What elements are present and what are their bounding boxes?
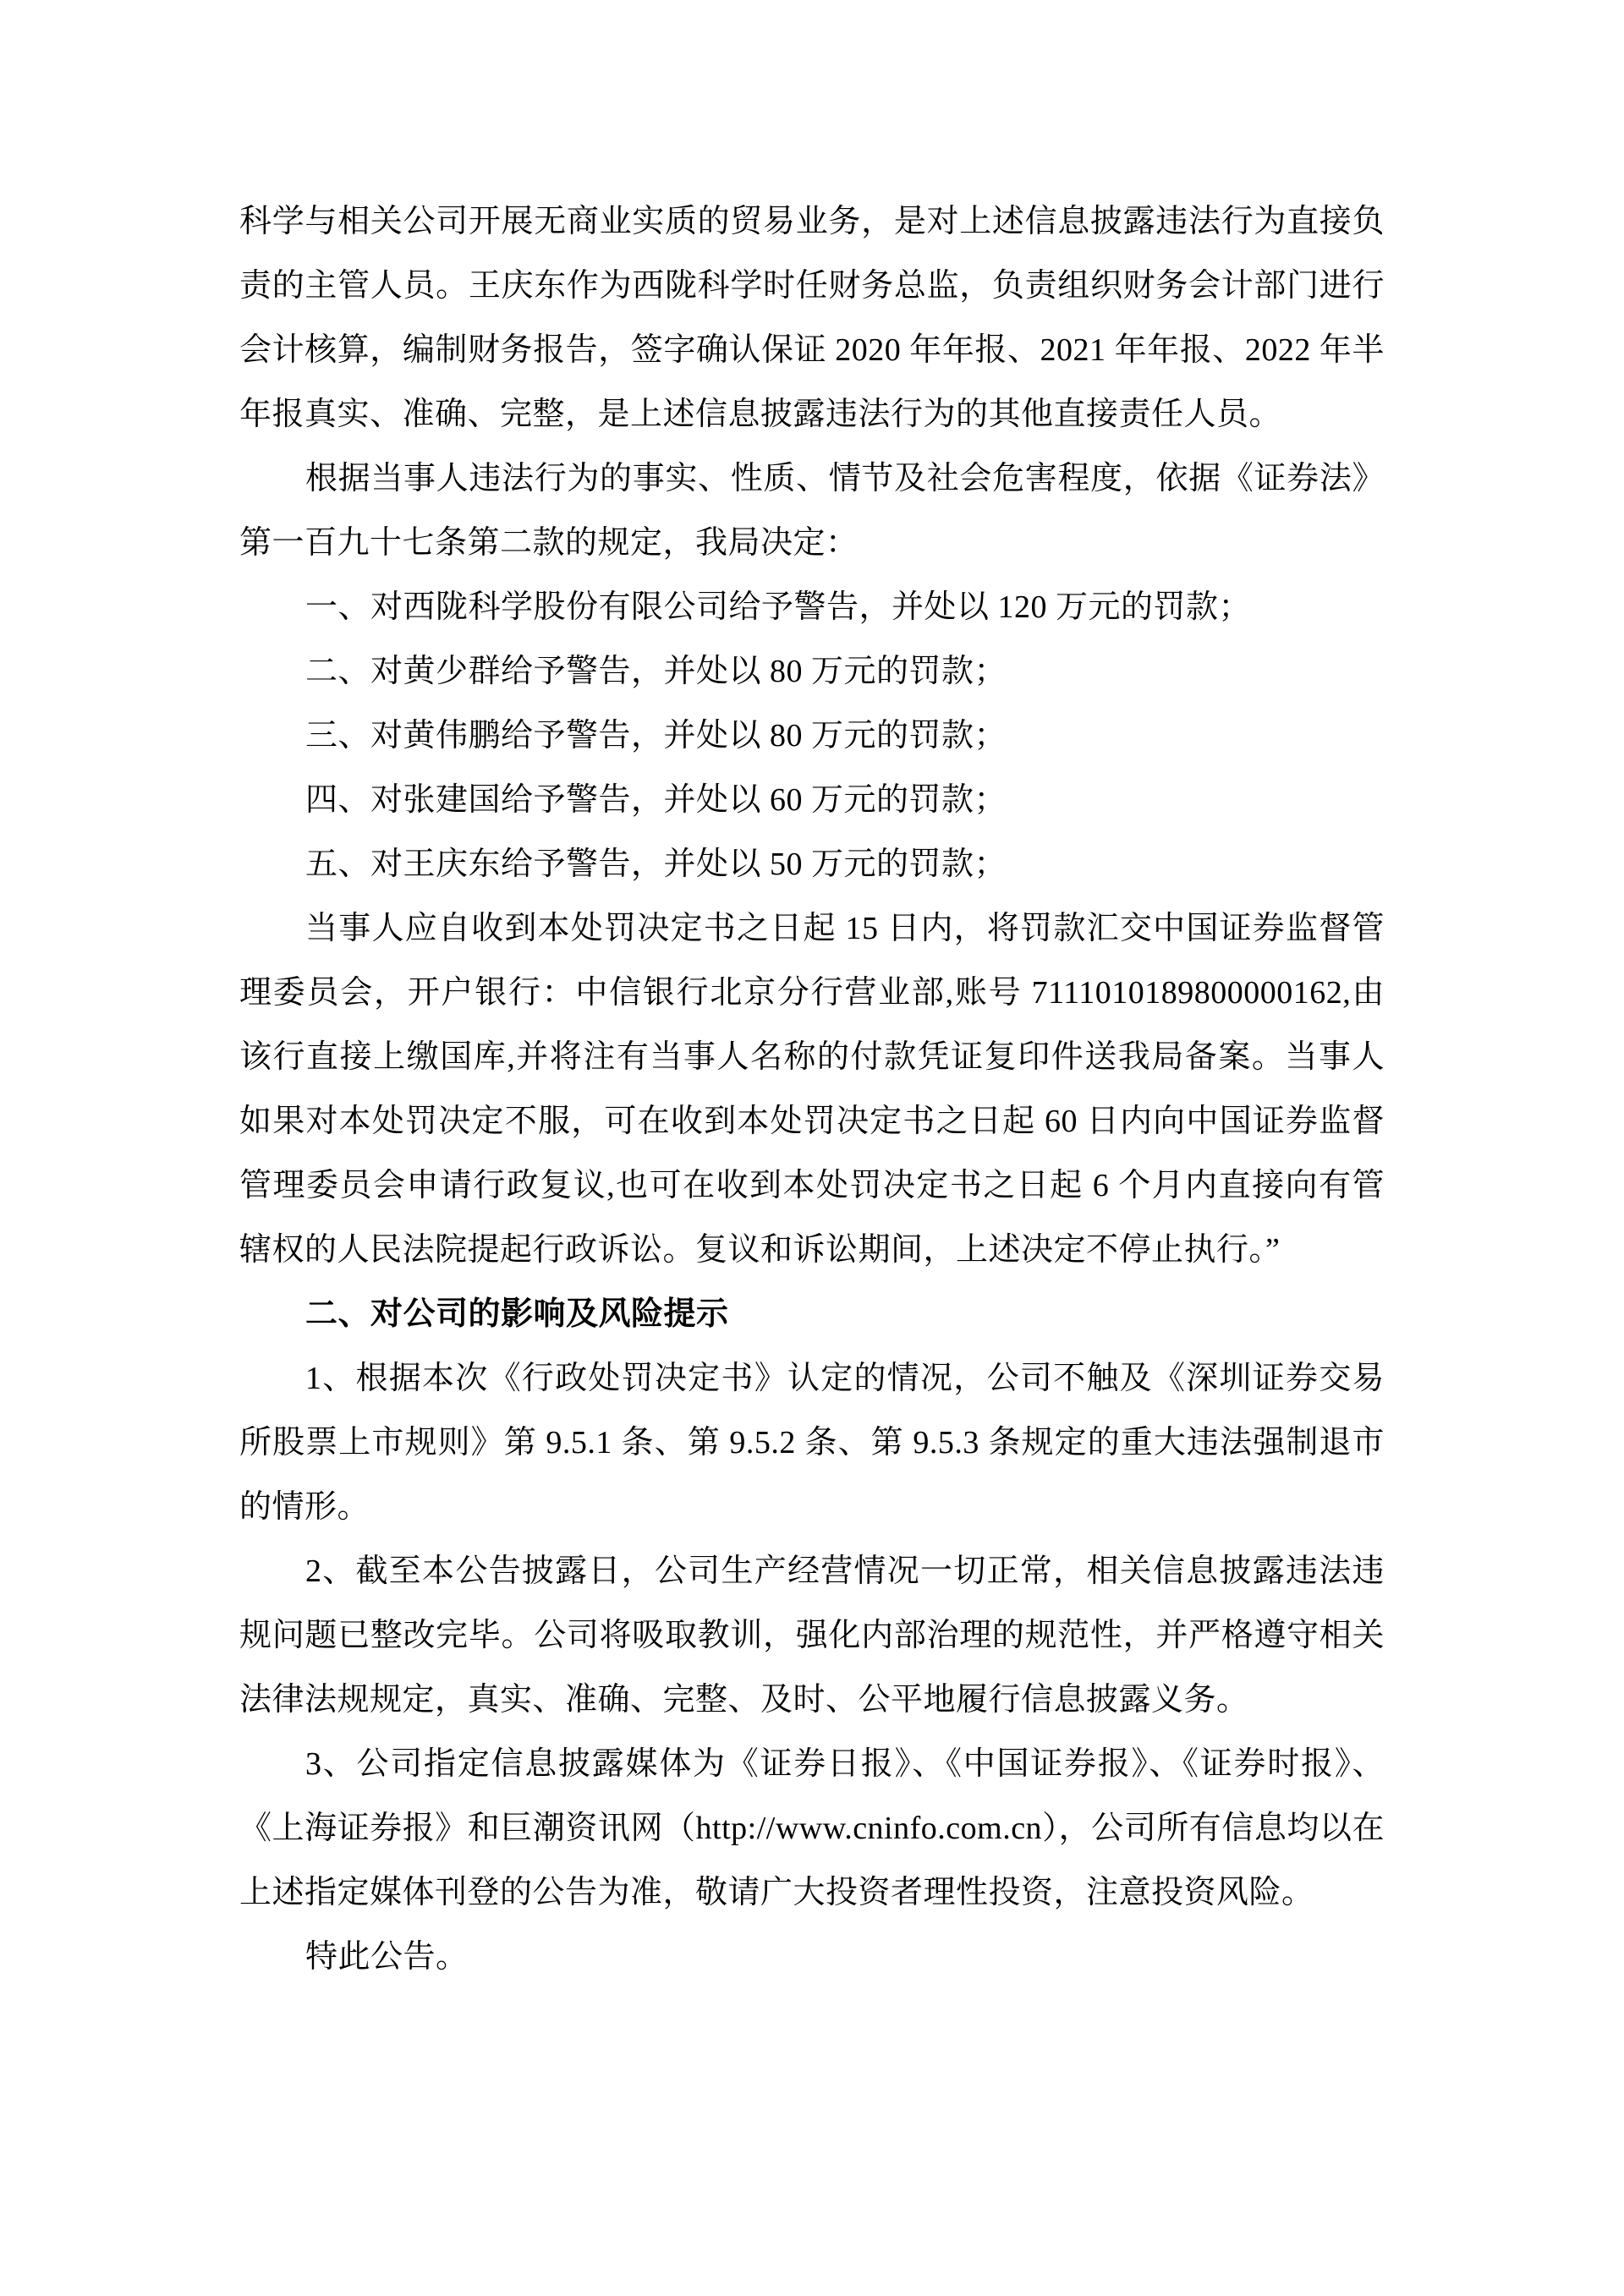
penalty-item-huang-shaoqun: 二、对黄少群给予警告，并处以 80 万元的罚款； [305, 654, 1007, 689]
risk-paragraph-media: 3、公司指定信息披露媒体为《证券日报》、《中国证券报》、《证券时报》、《上海证券报》和巨潮资讯网（http://www.cninfo.com.cn），公司所有信息均以在上述指定媒体刊登的公告为准，敬请广大投资者理性投资，注意投资风险。 [239, 1746, 1385, 1910]
paragraph-responsible-persons: 科学与相关公司开展无商业实质的贸易业务，是对上述信息披露违法行为直接负责的主管人员。王庆东作为西陇科学时任财务总监，负责组织财务会计部门进行会计核算，编制财务报告，签字确认保证 2020 年年报、2021 年年报、2022 年半年报真实、准确、完整，是上述信息披露违法行为的其他直接责任人员。 [239, 204, 1385, 432]
penalty-item-company: 一、对西陇科学股份有限公司给予警告，并处以 120 万元的罚款； [305, 589, 1252, 625]
risk-paragraph-rectification: 2、截至本公告披露日，公司生产经营情况一切正常，相关信息披露违法违规问题已整改完毕。公司将吸取教训，强化内部治理的规范性，并严格遵守相关法律法规规定，真实、准确、完整、及时、公平地履行信息披露义务。 [239, 1553, 1385, 1718]
risk-paragraph-delisting: 1、根据本次《行政处罚决定书》认定的情况，公司不触及《深圳证券交易所股票上市规则》第 9.5.1 条、第 9.5.2 条、第 9.5.3 条规定的重大违法强制退市的情形。 [239, 1361, 1385, 1525]
paragraph-decision-basis: 根据当事人违法行为的事实、性质、情节及社会危害程度，依据《证券法》第一百九十七条第二款的规定，我局决定： [239, 461, 1385, 561]
penalty-item-zhang-jianguo: 四、对张建国给予警告，并处以 60 万元的罚款； [305, 782, 1007, 818]
paragraph-closing-announcement: 特此公告。 [305, 1939, 469, 1975]
section-heading-company-impact: 二、对公司的影响及风险提示 [305, 1296, 729, 1332]
document-body [239, 189, 1385, 1989]
paragraph-payment-and-appeal: 当事人应自收到本处罚决定书之日起 15 日内，将罚款汇交中国证券监督管理委员会，开户银行：中信银行北京分行营业部,账号 7111010189800000162,由该行直接上缴国库,并将注有当事人名称的付款凭证复印件送我局备案。当事人如果对本处罚决定不服，可在收到本处罚决定书之日起 60 日内向中国证券监督管理委员会申请行政复议,也可在收到本处罚决定书之日起 6 个月内直接向有管辖权的人民法院提起行政诉讼。复议和诉讼期间，上述决定不停止执行。” [239, 911, 1385, 1268]
penalty-item-huang-weipeng: 三、对黄伟鹏给予警告，并处以 80 万元的罚款； [305, 718, 1007, 753]
penalty-item-wang-qingdong: 五、对王庆东给予警告，并处以 50 万元的罚款； [305, 847, 1007, 882]
